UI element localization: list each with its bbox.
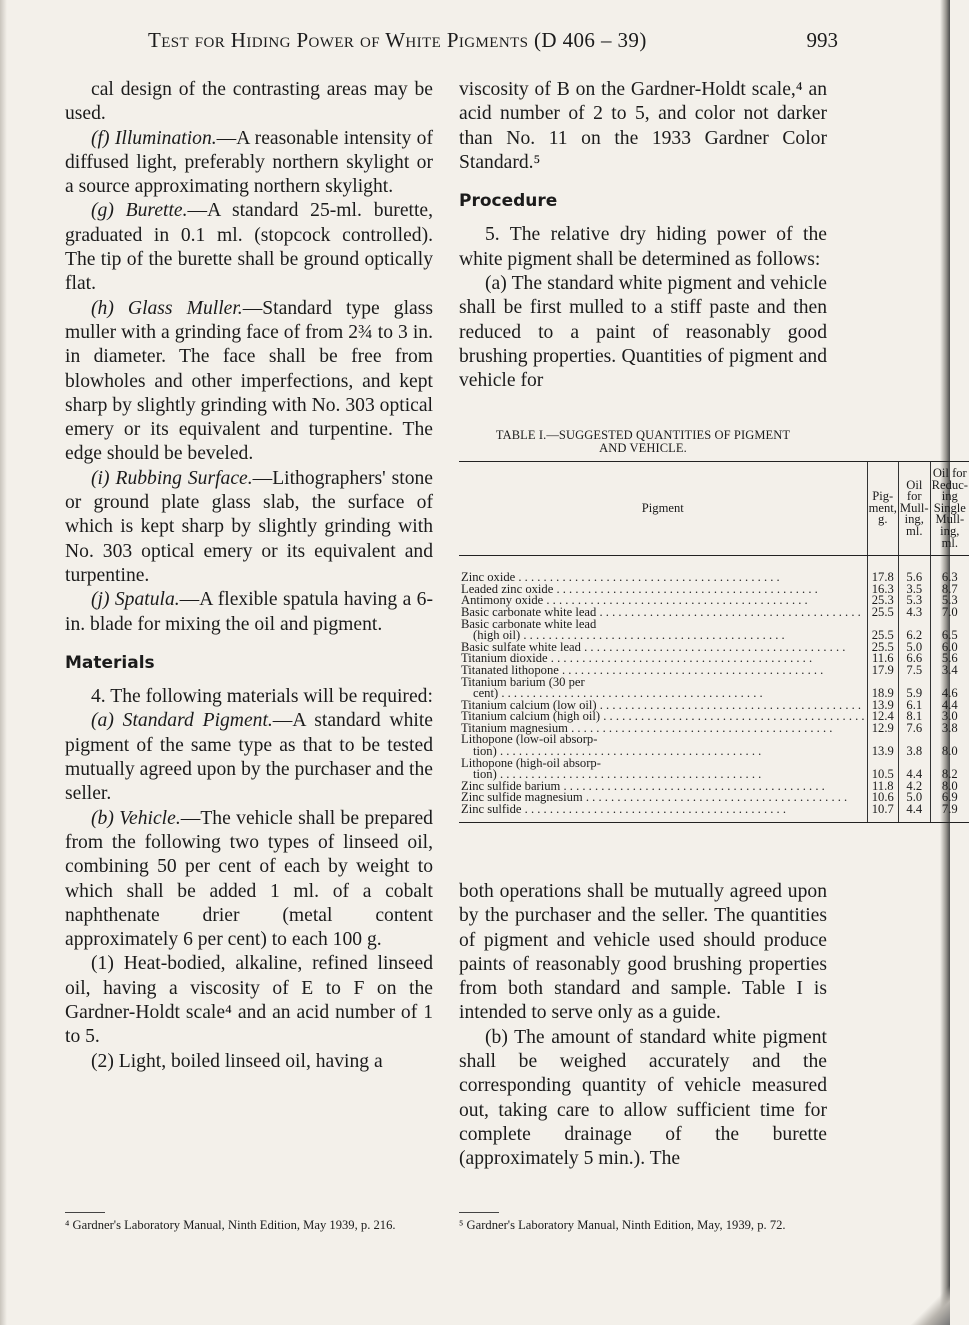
value-pigment: 18.9 (867, 677, 898, 700)
value-reducing: 8.7 (930, 584, 969, 596)
paragraph: 4. The following materials will be required: (91, 686, 433, 708)
value-mulling: 4.4 (898, 758, 930, 781)
value-pigment: 10.7 (867, 804, 898, 822)
table-row (459, 619, 969, 642)
paragraph: viscosity of B on the Gardner-Holdt scale,⁴ an acid number of 2 to 5, and color not darker than No. 11 on the 1933 Gardner Color Standard.⁵ (459, 79, 827, 173)
value-reducing: 4.4 (930, 700, 969, 712)
pigment-name: Basic carbonate white lead (high oil) . . . (459, 619, 867, 642)
value-mulling: 8.1 (898, 711, 930, 723)
value-reducing: 8.0 (930, 781, 969, 793)
value-pigment: 13.9 (867, 734, 898, 757)
value-reducing: 5.3 (930, 595, 969, 607)
table-caption-line2: AND VEHICLE. (599, 441, 687, 455)
footnote-rule-left (65, 1212, 105, 1213)
pigment-name: Titanated lithopone . . . (459, 665, 867, 677)
item-label: (j) Spatula. (91, 589, 180, 611)
paragraph: 5. The relative dry hiding power of the white pigment shall be determined as follows: (459, 224, 827, 270)
paragraph: (b) Vehicle.—The vehicle shall be prepared from the following two types of linseed oil, combining 50 per cent of each by weight to which shall be added 1 ml. of a cobalt naphthenate drier (metal content approximately 6 per cent) to each 100 g. (65, 807, 433, 951)
value-pigment: 12.9 (867, 723, 898, 735)
paragraph: (j) Spatula.—A flexible spatula having a 6-in. blade for mixing the oil and pigment. (65, 589, 434, 635)
pigment-table (459, 461, 969, 823)
footnote-4: ⁴ Gardner's Laboratory Manual, Ninth Edition, May 1939, p. 216. (65, 1218, 396, 1232)
value-reducing: 3.8 (930, 723, 969, 735)
page-edge-left (0, 0, 7, 1325)
right-column-bottom (459, 880, 827, 1172)
value-mulling: 5.9 (898, 677, 930, 700)
value-pigment: 17.9 (867, 665, 898, 677)
value-pigment: 11.6 (867, 653, 898, 665)
value-pigment: 25.5 (867, 607, 898, 619)
header-oil-mulling: Oil for Mull- ing, ml. (898, 462, 930, 556)
value-mulling: 3.8 (898, 734, 930, 757)
value-reducing: 6.3 (930, 556, 969, 584)
left-column (65, 78, 433, 1074)
table-header-row (459, 462, 969, 556)
value-mulling: 6.2 (898, 619, 930, 642)
section-heading: Materials (65, 652, 155, 673)
pigment-name: Antimony oxide . . . (459, 595, 867, 607)
value-reducing: 6.9 (930, 792, 969, 804)
value-reducing: 6.5 (930, 619, 969, 642)
pigment-name: Titanium dioxide . . . (459, 653, 867, 665)
value-pigment: 25.5 (867, 619, 898, 642)
paragraph: (h) Glass Muller.—Standard type glass muller with a grinding face of from 2¾ to 3 in. in diameter. The face shall be free from blowholes and other imperfections, and kept sharp by slightly grinding with No. 303 optical emery or its equivalent and turpentine. The edge should be beveled. (65, 297, 433, 465)
header-title: Test for Hiding Power of White Pigments (D 406 – 39) (148, 28, 647, 52)
value-pigment: 12.4 (867, 711, 898, 723)
pigment-name: Titanium barium (30 per cent) . . . (459, 677, 867, 700)
value-pigment: 17.8 (867, 556, 898, 584)
item-label: (i) Rubbing Surface. (91, 467, 253, 489)
pigment-name: Zinc oxide . . . (459, 556, 867, 584)
pigment-name: Lithopone (high-oil absorp- tion) . . . (459, 758, 867, 781)
table-row (459, 556, 969, 584)
pigment-name: Leaded zinc oxide . . . (459, 584, 867, 596)
item-label: (g) Burette. (91, 200, 188, 222)
pigment-name: Zinc sulfide barium . . . (459, 781, 867, 793)
paragraph: (a) The standard white pigment and vehicle shall be first mulled to a stiff paste and then reduced to a paint of reasonably good brushing properties. Quantities of pigment and vehicle for (459, 273, 827, 392)
paragraph: (i) Rubbing Surface.—Lithographers' stone or ground plate glass slab, the surface of which is kept sharp by slightly grinding with No. 303 optical emery or its equivalent and turpentine. (65, 467, 433, 586)
paragraph: cal design of the contrasting areas may be used. (65, 79, 433, 125)
value-pigment: 25.5 (867, 642, 898, 654)
value-pigment: 10.6 (867, 792, 898, 804)
header-pigment-grams: Pig- ment, g. (867, 462, 898, 556)
paragraph: (1) Heat-bodied, alkaline, refined linseed oil, having a viscosity of E to F on the Gardner-Holdt scale⁴ and an acid number of 1 to 5. (65, 953, 433, 1048)
section-heading: Procedure (459, 191, 558, 212)
value-mulling: 6.1 (898, 700, 930, 712)
value-mulling: 3.5 (898, 584, 930, 596)
pigment-name: Basic sulfate white lead . . . (459, 642, 867, 654)
table-row (459, 734, 969, 757)
value-reducing: 8.2 (930, 758, 969, 781)
value-pigment: 16.3 (867, 584, 898, 596)
value-mulling: 4.4 (898, 804, 930, 822)
paragraph: (b) The amount of standard white pigment shall be weighed accurately and the corresponding quantity of vehicle measured out, taking care to allow sufficient time for complete drainage of the burette (approximately 5 min.). The (459, 1026, 827, 1170)
item-label: (f) Illumination. (91, 127, 217, 149)
value-pigment: 13.9 (867, 700, 898, 712)
paragraph: both operations shall be mutually agreed upon by the purchaser and the seller. The quantities of pigment and vehicle used should produce paints of reasonably good brushing properties from both standard and sample. Table I is intended to serve only as a guide. (459, 881, 827, 1024)
value-mulling: 4.3 (898, 607, 930, 619)
page-number: 993 (806, 28, 838, 52)
value-reducing: 5.6 (930, 653, 969, 665)
item-label: (a) Standard Pigment. (91, 710, 273, 732)
value-reducing: 7.9 (930, 804, 969, 822)
value-mulling: 6.6 (898, 653, 930, 665)
table-caption (459, 429, 827, 455)
running-header (148, 28, 838, 58)
table-row (459, 804, 969, 822)
value-pigment: 25.3 (867, 595, 898, 607)
pigment-name: Lithopone (low-oil absorp- tion) . . . (459, 734, 867, 757)
page-corner-curl (910, 1285, 950, 1325)
pigment-name: Titanium calcium (high oil) . . . (459, 711, 867, 723)
value-reducing: 7.0 (930, 607, 969, 619)
pigment-name: Basic carbonate white lead . . . (459, 607, 867, 619)
paragraph: (a) Standard Pigment.—A standard white pigment of the same type as that to be tested mutually agreed upon by the purchaser and the seller. (65, 710, 433, 805)
paragraph: (2) Light, boiled linseed oil, having a (91, 1050, 383, 1072)
value-reducing: 4.6 (930, 677, 969, 700)
value-mulling: 5.6 (898, 556, 930, 584)
value-pigment: 10.5 (867, 758, 898, 781)
paragraph: (g) Burette.—A standard 25-ml. burette, graduated in 0.1 ml. (stopcock controlled). The tip of the burette shall be ground optically flat. (65, 200, 433, 295)
pigment-name: Zinc sulfide . . . (459, 804, 867, 822)
value-pigment: 11.8 (867, 781, 898, 793)
value-mulling: 4.2 (898, 781, 930, 793)
pigment-name: Zinc sulfide magnesium . . . (459, 792, 867, 804)
item-label: (h) Glass Muller. (91, 297, 243, 319)
pigment-name: Titanium calcium (low oil) . . . (459, 700, 867, 712)
table-caption-line1: TABLE I.—SUGGESTED QUANTITIES OF PIGMENT (495, 428, 791, 442)
header-pigment: Pigment (459, 462, 867, 556)
footnote-rule-right (459, 1212, 499, 1213)
value-mulling: 7.5 (898, 665, 930, 677)
right-column-top (459, 78, 827, 394)
value-mulling: 7.6 (898, 723, 930, 735)
value-mulling: 5.0 (898, 642, 930, 654)
table-row (459, 758, 969, 781)
header-oil-reducing: Oil for Reduc- ing Single Mull- ing, ml. (930, 462, 969, 556)
value-mulling: 5.0 (898, 792, 930, 804)
pigment-name: Titanium magnesium . . . (459, 723, 867, 735)
value-reducing: 8.0 (930, 734, 969, 757)
footnote-5: ⁵ Gardner's Laboratory Manual, Ninth Edition, May, 1939, p. 72. (459, 1218, 786, 1232)
value-reducing: 6.0 (930, 642, 969, 654)
value-reducing: 3.4 (930, 665, 969, 677)
table-row (459, 677, 969, 700)
paragraph: (f) Illumination.—A reasonable intensity of diffused light, preferably northern skylight or a source approximating northern skylight. (65, 127, 433, 198)
value-reducing: 3.0 (930, 711, 969, 723)
item-label: (b) Vehicle. (91, 807, 181, 829)
value-mulling: 5.3 (898, 595, 930, 607)
